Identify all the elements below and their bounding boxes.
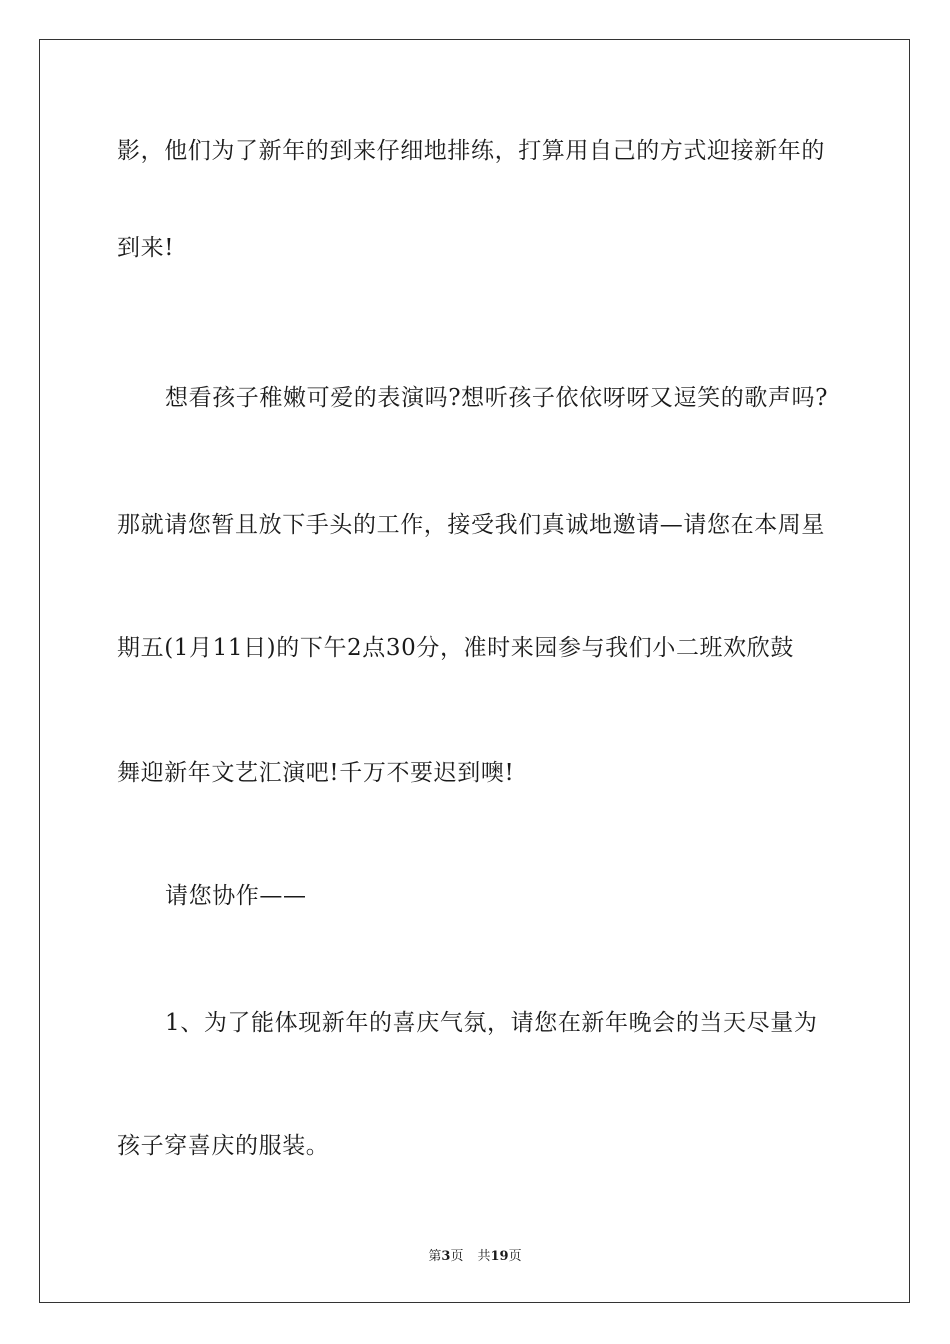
body-text-line: 期五(1月11日)的下午2点30分，准时来园参与我们小二班欢欣鼓 <box>117 635 794 661</box>
body-text-line: 影，他们为了新年的到来仔细地排练，打算用自己的方式迎接新年的 <box>117 138 825 164</box>
body-text-line: 请您协作—— <box>165 883 307 909</box>
page-suffix: 页 <box>450 1249 464 1264</box>
body-text-line: 想看孩子稚嫩可爱的表演吗?想听孩子依依呀呀又逗笑的歌声吗? <box>165 385 829 411</box>
page-total: 19 <box>490 1249 509 1264</box>
page-border <box>39 39 910 1303</box>
total-suffix: 页 <box>508 1249 522 1264</box>
body-text-line: 孩子穿喜庆的服装。 <box>117 1133 330 1159</box>
page-prefix: 第 <box>428 1249 442 1264</box>
body-text-line: 到来! <box>117 235 175 261</box>
total-prefix: 共 <box>477 1249 491 1264</box>
body-text-line: 那就请您暂且放下手头的工作，接受我们真诚地邀请—请您在本周星 <box>117 512 825 538</box>
page-footer <box>0 1248 950 1266</box>
page-current: 3 <box>441 1249 451 1264</box>
body-text-line: 1、为了能体现新年的喜庆气氛，请您在新年晚会的当天尽量为 <box>165 1010 818 1036</box>
body-text-line: 舞迎新年文艺汇演吧!千万不要迟到噢! <box>117 760 515 786</box>
